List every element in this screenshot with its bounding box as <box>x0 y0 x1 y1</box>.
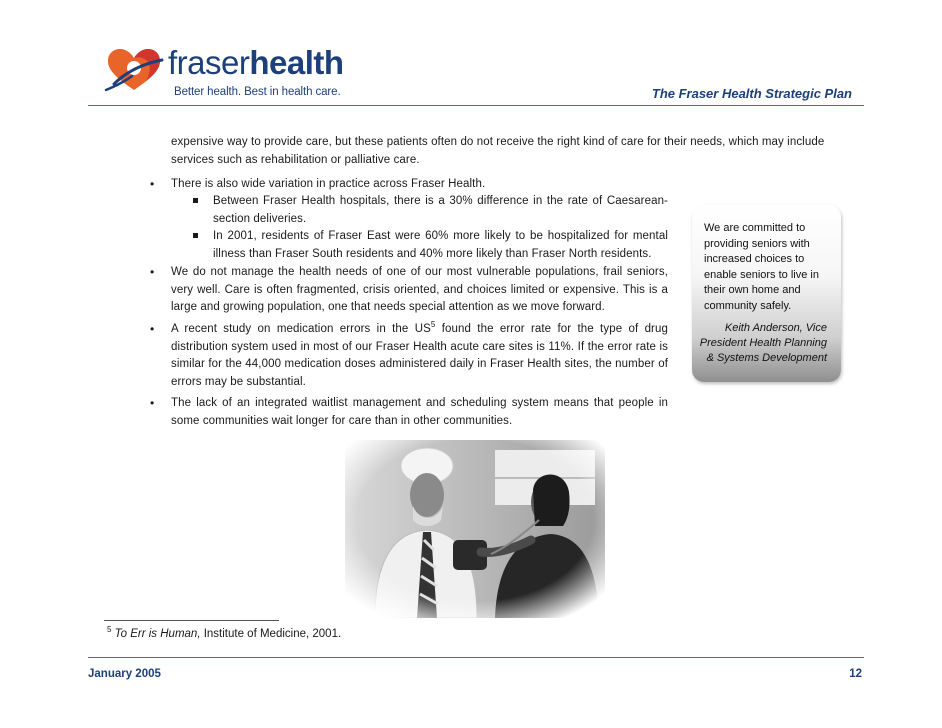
footnote-number: 5 <box>107 625 112 635</box>
footer-date: January 2005 <box>88 668 161 680</box>
footnote-source: Institute of Medicine, 2001. <box>200 628 342 640</box>
callout-attribution: Keith Anderson, Vice President Health Planning & Systems Development <box>699 322 827 365</box>
bullet-frail-seniors: We do not manage the health needs of one of our most vulnerable populations, frail seniors, very well. Care is often fragmented, crisis oriented, and choices limited or expensive. This is a large and growing population, one that needs special attention as we move forward. <box>171 266 668 313</box>
header-divider <box>88 105 864 106</box>
footer-divider <box>88 657 864 658</box>
bullet-waitlist: The lack of an integrated waitlist management and scheduling system means that people in some communities wait longer for care than in other communities. <box>171 397 668 427</box>
fraser-health-logo <box>104 42 344 106</box>
bullet-medication-errors <box>171 321 668 391</box>
document-title: The Fraser Health Strategic Plan <box>651 86 852 101</box>
footnote <box>107 624 341 644</box>
brand-name-light: fraser <box>168 44 250 81</box>
bullet-marker: • <box>150 265 155 279</box>
photo-blood-pressure-check <box>345 440 605 618</box>
page-number: 12 <box>849 668 862 680</box>
continuation-line-2: services such as rehabilitation or palliative care. <box>171 154 420 166</box>
bullet-marker: • <box>150 177 155 191</box>
heart-logo-icon <box>104 46 164 94</box>
footnote-reference: 5 <box>430 320 436 330</box>
brand-name <box>168 44 344 82</box>
callout-quote: We are committed to providing seniors with increased choices to enable seniors to live in their own home and community safely. <box>704 222 819 312</box>
footnote-divider <box>104 620 279 621</box>
quote-callout <box>692 205 841 382</box>
photo-illustration <box>345 440 605 618</box>
bullet-marker: • <box>150 322 155 336</box>
sub-bullet-marker <box>193 198 198 203</box>
continuation-line-1: expensive way to provide care, but these patients often do not receive the right kind of care for their needs, which may include <box>171 136 825 148</box>
sub-bullet-caesarean: Between Fraser Health hospitals, there is a 30% difference in the rate of Caesarean-section deliveries. <box>213 195 668 225</box>
medication-text-start: A recent study on medication errors in the US <box>171 323 431 335</box>
footnote-title: To Err is Human, <box>114 628 201 640</box>
sub-bullet-mental-illness: In 2001, residents of Fraser East were 60% more likely to be hospitalized for mental illness than Fraser South residents and 40% more likely than Fraser North residents. <box>213 230 668 260</box>
medication-text-end: found the error rate for the type of drug distribution system used in most of our Fraser Health acute care sites is 11%. If the error rate is similar for the 44,000 medication doses administered daily in Fraser Health sites, the number of errors may be substantial. <box>171 323 668 388</box>
brand-name-bold: health <box>249 44 344 81</box>
bullet-marker: • <box>150 396 155 410</box>
brand-tagline: Better health. Best in health care. <box>174 86 341 98</box>
sub-bullet-marker <box>193 233 198 238</box>
bullet-variation: There is also wide variation in practice across Fraser Health. <box>171 178 486 190</box>
